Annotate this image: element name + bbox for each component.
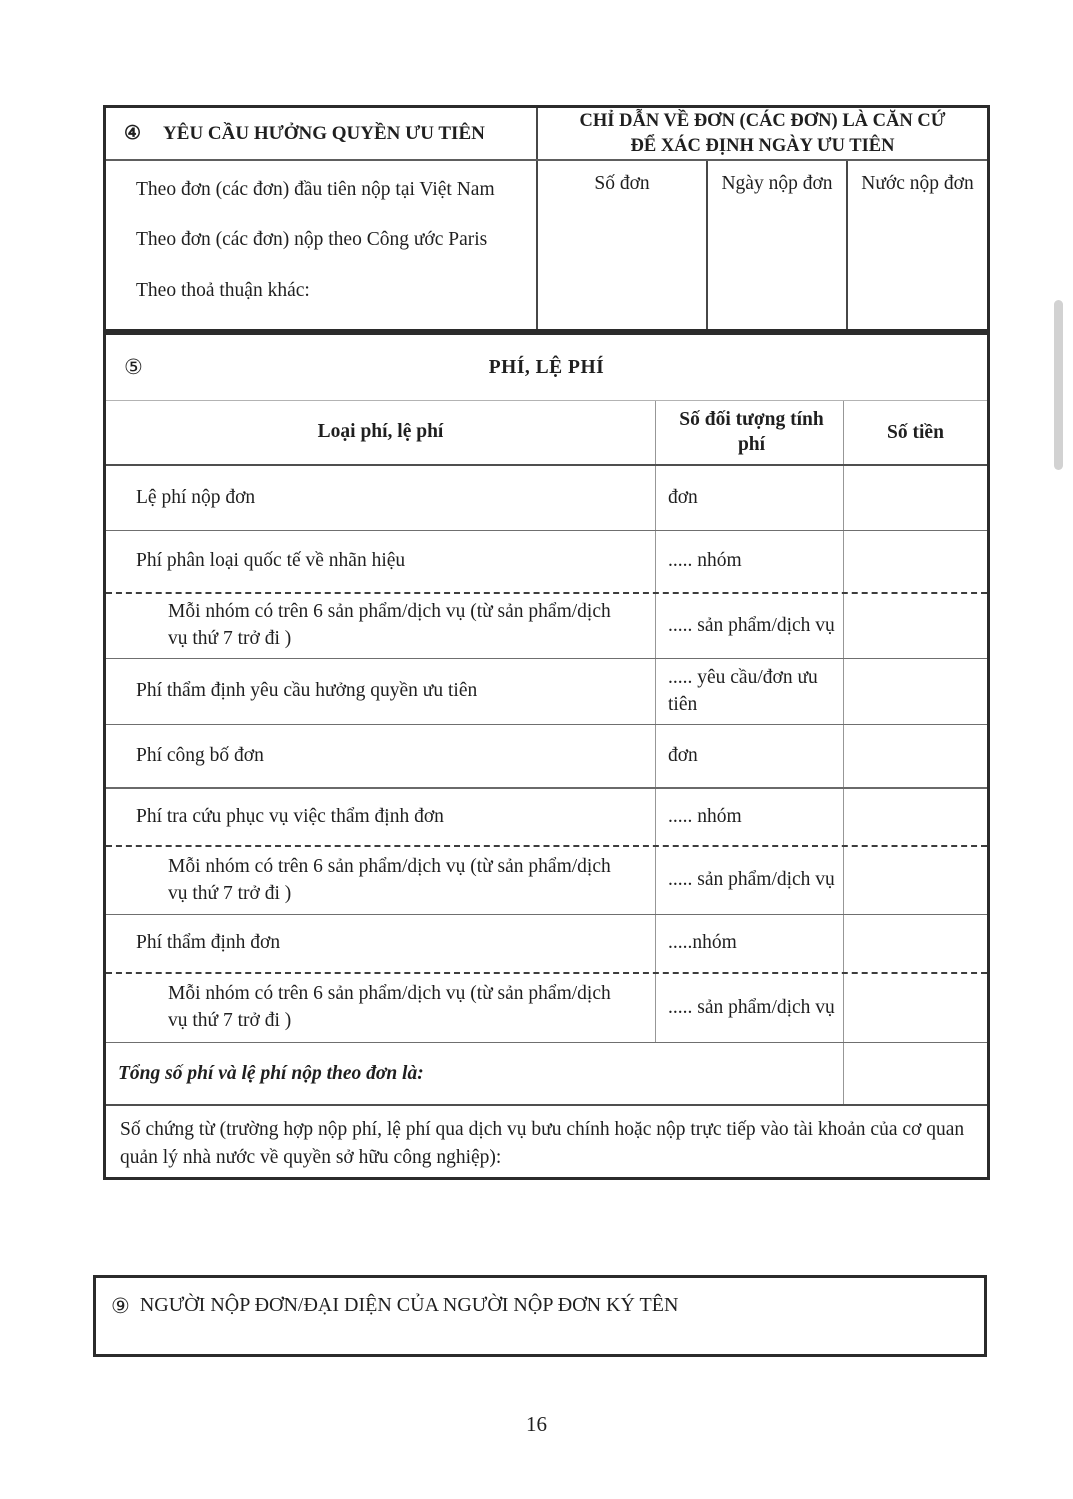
fee-row-priority-examination [106,659,987,725]
fees-title-row [106,335,987,401]
fee-label: Phí tra cứu phục vụ việc thẩm định đơn [136,805,444,827]
fees-table [103,332,990,1180]
fee-row-substantive-examination [106,915,987,974]
fee-amount-cell [843,974,987,1042]
fee-unit: đơn [655,725,843,787]
section-4-number: ④ [124,123,142,144]
section-9-number: ⑨ [111,1294,130,1318]
column-header-filing-country: Nước nộp đơn [861,173,974,194]
section-5-title: PHÍ, LỆ PHÍ [488,356,605,378]
column-header-application-number: Số đơn [594,173,650,194]
fee-label: Phí thẩm định yêu cầu hưởng quyền ưu tiên [136,680,478,702]
fee-unit: ..... nhóm [655,531,843,592]
column-header-fee-amount: Số tiền [843,401,987,464]
fee-amount-cell [843,915,987,972]
fee-unit: ..... sản phẩm/dịch vụ [655,974,843,1042]
signature-box-content [96,1278,984,1319]
column-header-fee-quantity: Số đối tượng tính phí [655,401,843,464]
fee-unit: đơn [655,466,843,530]
priority-option-vietnam: Theo đơn (các đơn) đầu tiên nộp tại Việt Nam [136,179,495,200]
fee-amount-cell [843,725,987,787]
fee-label: Phí thẩm định đơn [136,932,281,954]
fee-label: Phí phân loại quốc tế về nhãn hiệu [136,550,406,572]
fee-row-publication [106,725,987,789]
fee-unit: ..... sản phẩm/dịch vụ [655,594,843,658]
priority-basis-header: CHỈ DẪN VỀ ĐƠN (CÁC ĐƠN) LÀ CĂN CỨ ĐỂ XÁC ĐỊNH NGÀY ƯU TIÊN [536,108,987,159]
fee-amount-cell [843,594,987,658]
fee-unit: ..... yêu cầu/đơn ưu tiên [655,659,843,724]
fee-label: Mỗi nhóm có trên 6 sản phẩm/dịch vụ (từ sản phẩm/dịch vụ thứ 7 trở đi ) [168,855,611,904]
priority-section-header [106,108,536,159]
fee-total-row [106,1043,987,1106]
vertical-scrollbar-thumb[interactable] [1054,300,1063,470]
fee-row-classification [106,531,987,594]
page-number: 16 [526,1412,547,1436]
fee-receipt-note: Số chứng từ (trường hợp nộp phí, lệ phí qua dịch vụ bưu chính hoặc nộp trực tiếp vào tài khoản của cơ quan quản lý nhà nước về quyền sở hữu công nghiệp): [120,1119,965,1168]
fee-total-amount-cell [843,1043,987,1104]
fee-row-extra-products-3 [106,974,987,1043]
fee-label: Mỗi nhóm có trên 6 sản phẩm/dịch vụ (từ sản phẩm/dịch vụ thứ 7 trở đi ) [168,983,611,1031]
fee-row-extra-products-2 [106,847,987,915]
priority-option-paris: Theo đơn (các đơn) nộp theo Công ước Paris [136,229,488,251]
fee-label: Lệ phí nộp đơn [136,486,256,508]
filing-date-column [706,161,846,329]
priority-claims-table [103,105,990,332]
section-5-number: ⑤ [124,355,143,379]
fee-amount-cell [843,789,987,845]
application-number-column [536,161,706,329]
priority-table-header-row [106,108,987,161]
fee-amount-cell [843,466,987,530]
fee-label: Mỗi nhóm có trên 6 sản phẩm/dịch vụ (từ sản phẩm/dịch vụ thứ 7 trở đi ) [168,601,611,649]
section-4-title: YÊU CẦU HƯỞNG QUYỀN ƯU TIÊN [163,122,485,144]
filing-country-column [846,161,987,329]
fee-amount-cell [843,531,987,592]
fee-row-extra-products-1 [106,594,987,659]
fee-amount-cell [843,847,987,914]
signature-box-label: NGƯỜI NỘP ĐƠN/ĐẠI DIỆN CỦA NGƯỜI NỘP ĐƠN KÝ TÊN [139,1294,679,1316]
priority-table-body [106,161,987,329]
fee-unit: ..... sản phẩm/dịch vụ [655,847,843,914]
signature-box [93,1275,987,1357]
fee-row-filing [106,466,987,531]
priority-option-other: Theo thoả thuận khác: [136,279,310,301]
fee-amount-cell [843,659,987,724]
column-header-fee-type: Loại phí, lệ phí [317,421,444,443]
fee-label: Phí công bố đơn [136,744,264,766]
fee-unit: ..... nhóm [655,789,843,845]
priority-options-cell [106,161,536,329]
column-header-filing-date: Ngày nộp đơn [721,173,833,194]
fee-unit: .....nhóm [655,915,843,972]
fee-total-label: Tổng số phí và lệ phí nộp theo đơn là: [118,1062,424,1084]
fees-column-header-row [106,401,987,466]
fee-row-search [106,789,987,847]
